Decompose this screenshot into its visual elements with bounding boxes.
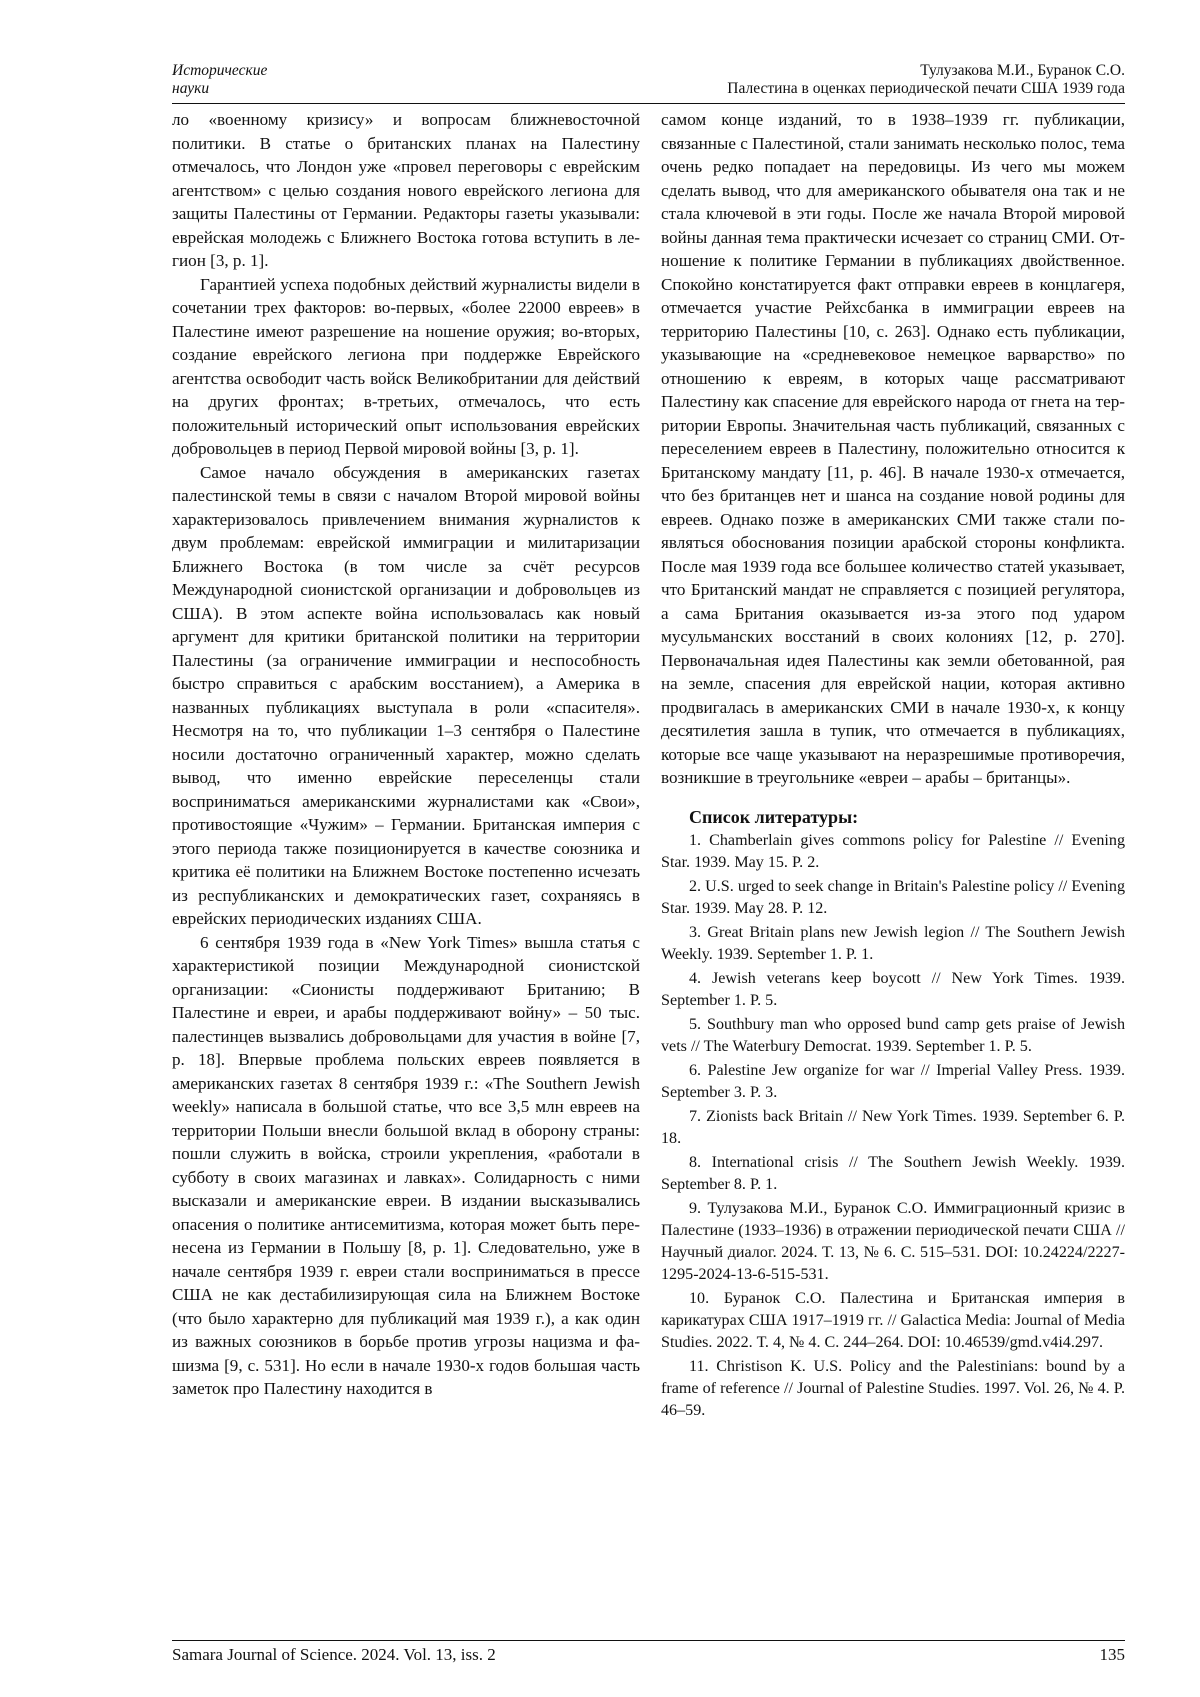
reference-item: 4. Jewish veterans keep boycott // New York Times. 1939. September 1. P. 5. [661,969,1125,1009]
footer-journal: Samara Journal of Science. 2024. Vol. 13, iss. 2 [172,1645,496,1664]
reference-item: 11. Christison K. U.S. Policy and the Palestinians: bound by a frame of reference // Journal of Palestine Studies. 1997. Vol. 26, № 4. P. 46–59. [661,1357,1125,1419]
reference-item: 10. Буранок С.О. Палестина и Британская империя в карикатурах США 1917–1919 гг. // Galactica Media: Journal of Media Studies. 2022. Т. 4, № 4. С. 244–264. DOI: 10.46539/gmd.v4i4.297. [661,1289,1125,1351]
reference-item: 6. Palestine Jew organize for war // Imperial Valley Press. 1939. September 3. P. 3. [661,1061,1125,1101]
body-paragraph: ло «военному кризису» и вопросам ближневосточной политики. В статье о британских планах на Палестину отмечалось, что Лондон уже «провел переговоры с еврейским агентством» с целью создания нового еврейского легиона для защиты Палестины от Германии. Редакторы газеты указывали: еврейская молодежь с Ближнего Востока готова вступить в легион [3, р. 1]. [172,110,640,270]
header-rule [172,103,1125,104]
reference-item: 9. Тулузакова М.И., Буранок С.О. Иммиграционный кризис в Палестине (1933–1936) в отражении периодической печати США // Научный диалог. 2024. Т. 13, № 6. С. 515–531. DOI: 10.24224/2227-1295-2024-13-6-515-531. [661,1199,1125,1283]
running-header-section [172,62,372,98]
reference-item: 5. Southbury man who opposed bund camp gets praise of Jewish vets // The Waterbury Democrat. 1939. September 1. P. 5. [661,1015,1125,1055]
footer-rule [172,1640,1125,1641]
header-authors: Тулузакова М.И., Буранок С.О. [920,62,1125,79]
references-title: Список литературы: [689,806,859,827]
page-number: 135 [1099,1645,1125,1664]
right-column [661,108,1125,1424]
section-line-1: Исторические [172,62,268,79]
reference-item: 3. Great Britain plans new Jewish legion // The Southern Jewish Weekly. 1939. September 1. P. 1. [661,923,1125,963]
reference-item: 2. U.S. urged to seek change in Britain's Palestine policy // Evening Star. 1939. May 28. P. 12. [661,877,1125,917]
running-header-article [605,62,1125,98]
header-article-title: Палестина в оценках периодической печати США 1939 года [727,80,1125,97]
references-list [661,830,1125,1422]
reference-item: 1. Chamberlain gives commons policy for Palestine // Evening Star. 1939. May 15. P. 2. [661,831,1125,871]
body-paragraph: самом конце изданий, то в 1938–1939 гг. публикации, связанные с Палестиной, стали занимать несколько полос, тема очень редко попадает на передовицы. Из чего мы можем сделать вывод, что для американского обывателя она так и не стала ключевой в эти годы. После же начала Второй мировой войны данная тема практически исчезает со страниц СМИ. Отношение к политике Германии в публикациях двойственное. Спокойно констатируется факт отправки евреев в концлагеря, отмечается участие Рейхсбанка в иммиграции евреев на территорию Палестины [10, с. 263]. Однако есть публикации, указывающие на «средневековое немецкое варварство» по отношению к евреям, в которых чаще рассматривают Палестину как спасение для еврейского народа от гнета на территории Европы. Значительная часть публикаций, связанных с переселением евреев в Палестину, положительно относится к Британскому мандату [11, р. 46]. В начале 1930-х отмечается, что без британцев нет и шанса на создание новой родины для евреев. Однако позже в американских СМИ также стали появляться обоснования позиции арабской стороны конфликта. После мая 1939 года все большее количество статей указывает, что Британский мандат не справляется с позицией регулятора, а сама Британия оказывается из-за этого под ударом мусульманских восстаний в своих колониях [12, р. 270]. Первоначальная идея Палестины как земли обетованной, рая на земле, спасения для еврейской нации, которая активно продвигалась в американских СМИ в начале 1930-х, к концу десятилетия зашла в тупик, что отмечается в публикациях, которые все чаще указывают на неразрешимые противоречия, возникшие в треугольнике «евреи – арабы – британцы». [661,110,1125,787]
section-line-2: науки [172,80,210,97]
reference-item: 7. Zionists back Britain // New York Times. 1939. September 6. P. 18. [661,1107,1125,1147]
body-paragraph: Гарантией успеха подобных действий журналисты видели в сочетании трех факторов: во-первых, «более 22000 евреев» в Палестине имеют разрешение на ношение оружия; во-вторых, создание еврейского легиона при поддержке Еврейского агентства освободит часть войск Великобритании для действий на других фронтах; в-третьих, отмечалось, что есть положительный исторический опыт использования еврейских добровольцев в период Первой мировой войны [3, р. 1]. [172,274,640,458]
left-column [172,108,640,1401]
body-paragraph: Самое начало обсуждения в американских газетах палестинской темы в связи с началом Второй мировой войны характеризовалось привлечением внимания журналистов к двум проблемам: еврейской иммиграции и милитаризации Ближнего Востока (в том числе за счёт ресурсов Международной сионистской организации и добровольцев из США). В этом аспекте война использовалась как новый аргумент для критики британской политики на территории Палестины (за ограничение иммиграции и неспособность быстро справиться с арабским восстанием), а Америка в названных публикациях выступала в роли «спасителя». Несмотря на то, что публикации 1–3 сентября о Палестине носили достаточно ограниченный характер, можно сделать вывод, что именно еврейские переселенцы стали восприниматься американскими журналистами как «Свои», противостоящие «Чужим» – Германии. Британская империя с этого периода также позиционируется в качестве союзника и критика её политики на Ближнем Востоке постепенно исчезать из республиканских и демократических газет, сохраняясь в еврейских периодических изданиях США. [172,462,640,928]
body-paragraph: 6 сентября 1939 года в «New York Times» вышла статья с характеристикой позиции Международной сионистской организации: «Сионисты поддерживают Британию; В Палестине и евреи, и арабы поддерживают войну» – 50 тыс. палестинцев вызвались добровольцами для участия в войне [7, р. 18]. Впервые проблема польских евреев появляется в американских газетах 8 сентября 1939 г.: «The Southern Jewish weekly» написала в большой статье, что все 3,5 млн евреев на территории Польши внесли большой вклад в оборону страны: пошли служить в войска, строили укрепления, «работали в субботу в своих магазинах и лавках». Солидарность с ними высказали и американские евреи. В издании высказывались опасения о политике антисемитизма, которая может быть перенесена из Германии в Польшу [8, р. 1]. Следовательно, уже в начале сентября 1939 г. евреи стали восприниматься в прессе США не как дестабилизирующая сила на Ближнем Востоке (что было характерно для публикаций мая 1939 г.), а как один из важных союзников в борьбе против угрозы нацизма и фашизма [9, с. 531]. Но если в начале 1930-х годов большая часть заметок про Палестину находится в [172,932,640,1398]
reference-item: 8. International crisis // The Southern Jewish Weekly. 1939. September 8. P. 1. [661,1153,1125,1193]
